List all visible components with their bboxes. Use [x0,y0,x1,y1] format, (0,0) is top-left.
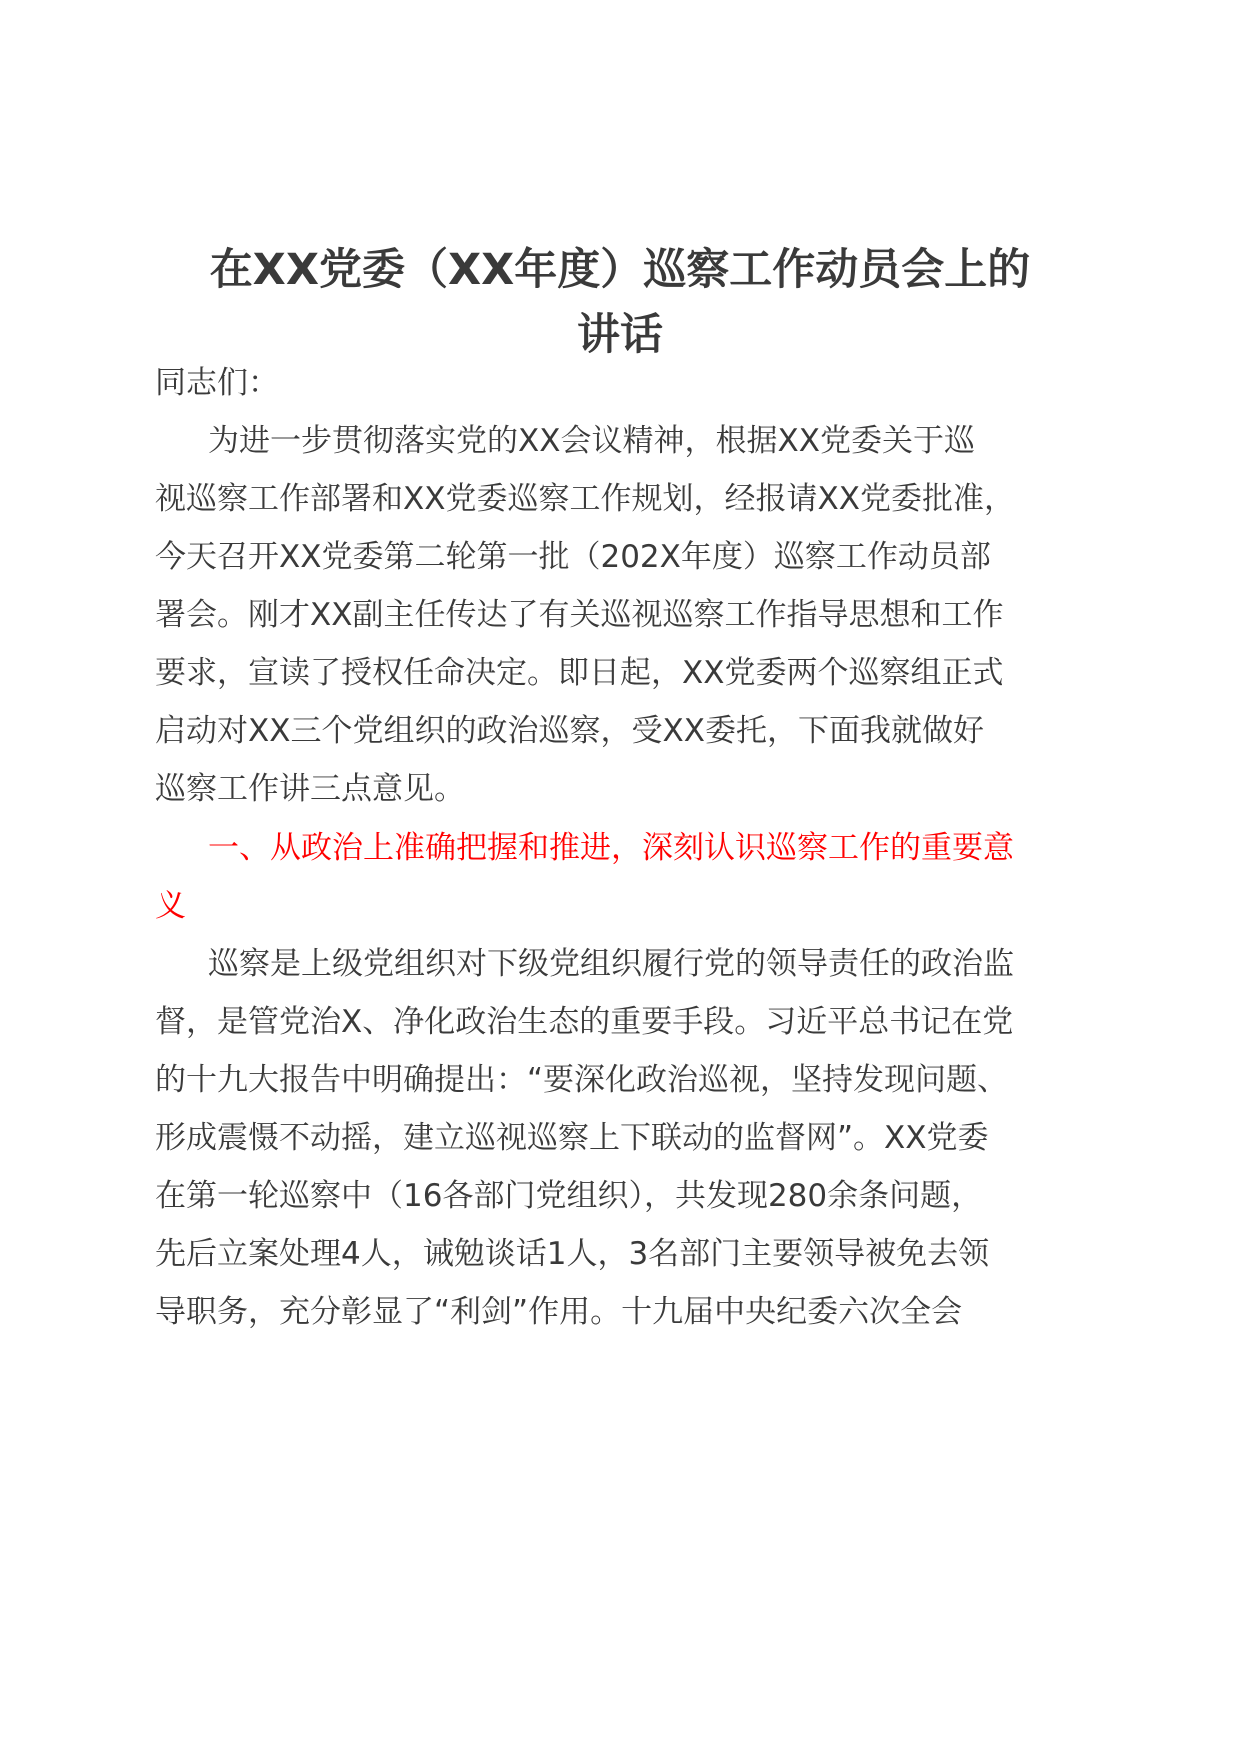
paragraph-2-line-5: 在第一轮巡察中（16各部门党组织），共发现280余条问题， [155,1178,983,1214]
paragraph-1-line-7: 巡察工作讲三点意见。 [155,771,465,807]
paragraph-1-line-5: 要求，宣读了授权任命决定。即日起，XX党委两个巡察组正式 [155,655,1004,691]
paragraph-1-line-6: 启动对XX三个党组织的政治巡察，受XX委托，下面我就做好 [155,713,984,749]
paragraph-2-line-6: 先后立案处理4人，诫勉谈话1人，3名部门主要领导被免去领 [155,1236,990,1272]
section-heading-1-line-1: 一、从政治上准确把握和推进，深刻认识巡察工作的重要意 [208,830,1014,866]
paragraph-2-line-7: 导职务，充分彰显了“利剑”作用。十九届中央纪委六次全会 [155,1294,963,1330]
paragraph-1-line-3: 今天召开XX党委第二轮第一批（202X年度）巡察工作动员部 [155,539,991,575]
paragraph-1-line-4: 署会。刚才XX副主任传达了有关巡视巡察工作指导思想和工作 [155,597,1004,633]
paragraph-2-line-4: 形成震慑不动摇，建立巡视巡察上下联动的监督网”。XX党委 [155,1120,989,1156]
document-title-line-1: 在XX党委（XX年度）巡察工作动员会上的 [209,245,1031,295]
paragraph-2-line-2: 督，是管党治X、净化政治生态的重要手段。习近平总书记在党 [155,1004,1014,1040]
section-heading-1-line-2: 义 [155,888,186,924]
paragraph-1-line-1: 为进一步贯彻落实党的XX会议精神，根据XX党委关于巡 [208,423,975,459]
paragraph-1-line-2: 视巡察工作部署和XX党委巡察工作规划，经报请XX党委批准， [155,481,1015,517]
paragraph-2-line-3: 的十九大报告中明确提出：“要深化政治巡视，坚持发现问题、 [155,1062,1009,1098]
document-title-line-2: 讲话 [577,310,663,360]
salutation: 同志们： [155,365,279,401]
paragraph-2-line-1: 巡察是上级党组织对下级党组织履行党的领导责任的政治监 [208,946,1014,982]
